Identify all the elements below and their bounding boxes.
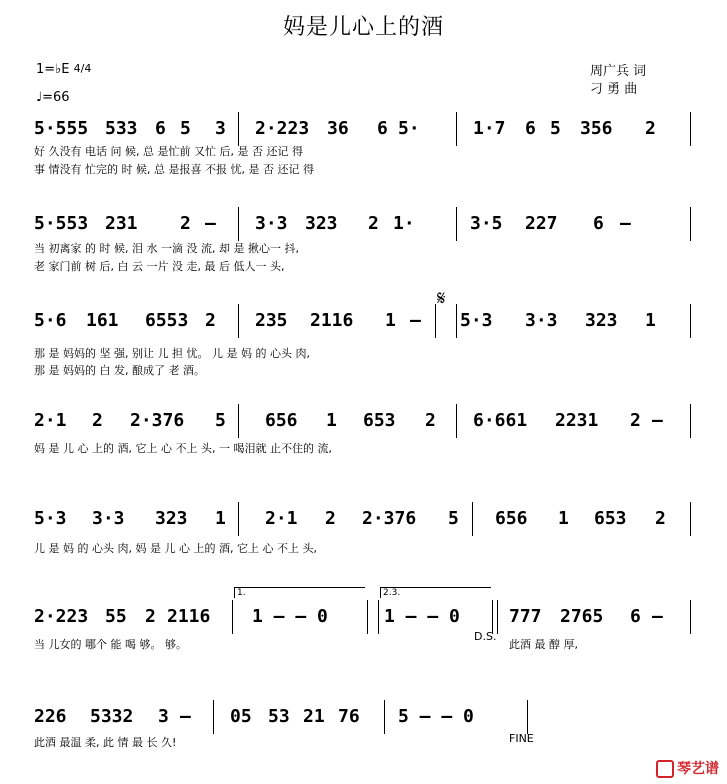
note-group: –	[652, 606, 663, 627]
note-group: 2116	[310, 310, 354, 331]
lyric-line: 儿 是 妈 的 心头 肉, 妈 是 儿 心 上的 酒, 它上 心 不上 头,	[34, 542, 317, 555]
barline	[492, 600, 493, 634]
note-group: 6	[593, 213, 604, 234]
note-group: 5	[215, 410, 226, 431]
note-group: 5·6	[34, 310, 67, 331]
note-group: 1 – – 0	[252, 606, 328, 627]
segno-mark: 𝄋	[437, 286, 446, 310]
logo-icon	[656, 760, 674, 778]
note-group: 5·3	[460, 310, 493, 331]
note-group: 5	[180, 118, 191, 139]
note-group: 2·223	[34, 606, 89, 627]
barline	[690, 304, 691, 338]
note-group: 76	[338, 706, 360, 727]
lyric-line: 妈 是 儿 心 上的 酒, 它上 心 不上 头, 一 喝泪就 止不住的 流,	[34, 442, 332, 455]
barline	[367, 600, 368, 634]
lyric-line: 好 久没有 电话 问 候, 总 是忙前 又忙 后, 是 否 还记 得	[34, 145, 303, 158]
note-group: 2	[425, 410, 436, 431]
note-group: 05	[230, 706, 252, 727]
note-group: 656	[495, 508, 528, 529]
note-group: 2	[145, 606, 156, 627]
barline	[456, 112, 457, 146]
note-group: 2·1	[34, 410, 67, 431]
note-group: 5	[550, 118, 561, 139]
note-group: 2	[630, 410, 641, 431]
barline	[472, 502, 473, 536]
barline	[238, 304, 239, 338]
note-group: 5·553	[34, 213, 89, 234]
lyric-line: 那 是 妈妈的 白 发, 酿成了 老 酒。	[34, 364, 205, 377]
note-group: 2·223	[255, 118, 310, 139]
page-title: 妈是儿心上的酒	[282, 15, 444, 40]
note-group: 653	[594, 508, 627, 529]
lyric-line: 事 情没有 忙完的 时 候, 总 是报喜 不报 忧, 是 否 还记 得	[34, 163, 314, 176]
note-group: 777	[509, 606, 542, 627]
barline	[213, 700, 214, 734]
note-group: 3·5	[470, 213, 503, 234]
note-group: 1·	[393, 213, 415, 234]
note-group: 1 – – 0	[384, 606, 460, 627]
barline	[456, 404, 457, 438]
note-group: 6	[155, 118, 166, 139]
note-group: 2·376	[130, 410, 185, 431]
lyric-line: 当 儿女的 哪个 能 喝 够。 够。	[34, 638, 187, 651]
note-group: 53	[268, 706, 290, 727]
note-group: 1	[326, 410, 337, 431]
note-group: 5 – – 0	[398, 706, 474, 727]
note-group: 6553	[145, 310, 189, 331]
note-group: 2	[325, 508, 336, 529]
note-group: 235	[255, 310, 288, 331]
note-group: 3	[215, 118, 226, 139]
note-group: 2116	[167, 606, 211, 627]
note-group: 2	[92, 410, 103, 431]
barline	[232, 600, 233, 634]
second-ending: 2.3.	[380, 587, 491, 598]
note-group: 656	[265, 410, 298, 431]
note-group: 6	[630, 606, 641, 627]
note-group: 21	[303, 706, 325, 727]
barline	[238, 207, 239, 241]
barline	[690, 207, 691, 241]
ds-mark: D.S.	[474, 630, 497, 643]
note-group: 227	[525, 213, 558, 234]
note-group: 5·3	[34, 508, 67, 529]
barline	[456, 304, 457, 338]
note-group: 2·1	[265, 508, 298, 529]
note-group: 6	[377, 118, 388, 139]
barline	[238, 404, 239, 438]
first-ending: 1.	[234, 587, 365, 598]
note-group: 5	[448, 508, 459, 529]
lyricist-credit: 周广兵 词	[590, 64, 647, 79]
note-group: 2765	[560, 606, 604, 627]
tempo-marking: ♩=66	[36, 90, 70, 105]
note-group: 2·376	[362, 508, 417, 529]
key-signature	[36, 62, 91, 77]
note-group: 3	[158, 706, 169, 727]
lyric-line: 老 家门前 树 后, 白 云 一片 没 走, 最 后 低人一 头,	[34, 260, 285, 273]
note-group: 1	[645, 310, 656, 331]
note-group: 323	[585, 310, 618, 331]
note-group: 226	[34, 706, 67, 727]
note-group: 2231	[555, 410, 599, 431]
note-group: 231	[105, 213, 138, 234]
site-logo	[656, 758, 719, 778]
note-group: 2	[655, 508, 666, 529]
note-group: 533	[105, 118, 138, 139]
lyric-line: 此酒 最温 柔, 此 情 最 长 久!	[34, 736, 177, 749]
note-group: 5·555	[34, 118, 89, 139]
barline	[690, 502, 691, 536]
note-group: 2	[205, 310, 216, 331]
note-group: –	[410, 310, 421, 331]
composer-credit: 刁 勇 曲	[590, 82, 638, 97]
barline	[378, 600, 379, 634]
note-group: 3·3	[525, 310, 558, 331]
lyric-line: 那 是 妈妈的 坚 强, 别让 儿 担 忧。 儿 是 妈 的 心头 肉,	[34, 347, 310, 360]
lyric-line: 此酒 最 醇 厚,	[509, 638, 578, 651]
note-group: 1	[385, 310, 396, 331]
note-group: 36	[327, 118, 349, 139]
note-group: 2	[180, 213, 191, 234]
note-group: 161	[86, 310, 119, 331]
note-group: 3·3	[92, 508, 125, 529]
note-group: –	[205, 213, 216, 234]
note-group: 3·3	[255, 213, 288, 234]
barline	[238, 502, 239, 536]
barline	[435, 304, 436, 338]
note-group: 6	[525, 118, 536, 139]
note-group: –	[180, 706, 191, 727]
note-group: 2	[368, 213, 379, 234]
note-group: 2	[645, 118, 656, 139]
fine-mark: FINE	[509, 732, 534, 745]
note-group: 1	[558, 508, 569, 529]
lyric-line: 当 初离家 的 时 候, 泪 水 一滴 没 流, 却 是 揪心一 抖,	[34, 242, 299, 255]
note-group: 5332	[90, 706, 134, 727]
note-group: 1·7	[473, 118, 506, 139]
note-group: 55	[105, 606, 127, 627]
note-group: 1	[215, 508, 226, 529]
note-group: 653	[363, 410, 396, 431]
barline	[690, 112, 691, 146]
key-label: 1=♭E	[36, 62, 70, 77]
barline	[497, 600, 498, 634]
note-group: 5·	[398, 118, 420, 139]
barline	[384, 700, 385, 734]
barline	[456, 207, 457, 241]
note-group: 356	[580, 118, 613, 139]
note-group: –	[620, 213, 631, 234]
barline	[690, 404, 691, 438]
barline	[690, 600, 691, 634]
logo-text: 琴艺谱	[677, 761, 719, 777]
note-group: 323	[305, 213, 338, 234]
barline	[238, 112, 239, 146]
note-group: 323	[155, 508, 188, 529]
note-group: –	[652, 410, 663, 431]
note-group: 6·661	[473, 410, 528, 431]
barline	[527, 700, 528, 734]
time-signature: 4/4	[73, 62, 92, 75]
